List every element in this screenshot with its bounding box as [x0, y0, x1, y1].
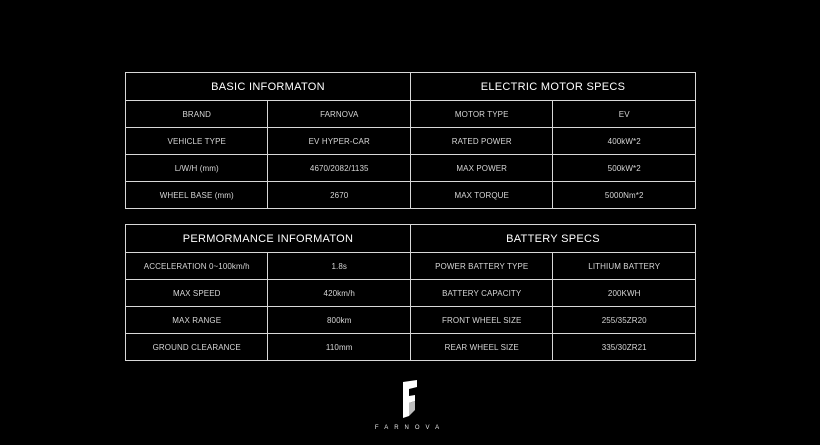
perf-value-ground-clearance: 110mm [268, 334, 410, 361]
battery-value-front-wheel: 255/35ZR20 [553, 307, 696, 334]
basic-value-dimensions: 4670/2082/1135 [268, 155, 411, 182]
battery-value-capacity: 200KWH [553, 280, 696, 307]
battery-label-front-wheel: FRONT WHEEL SIZE [410, 307, 552, 334]
brand-logo [0, 380, 820, 420]
farnova-f-logo-icon [400, 380, 420, 420]
motor-label-type: MOTOR TYPE [410, 101, 552, 128]
table-row [126, 155, 696, 182]
spec-table-bottom [125, 224, 696, 361]
motor-label-rated-power: RATED POWER [410, 128, 552, 155]
battery-label-type: POWER BATTERY TYPE [410, 253, 552, 280]
table-row [126, 307, 696, 334]
basic-label-wheel-base: WHEEL BASE (mm) [126, 182, 268, 209]
spec-table-top [125, 72, 696, 209]
battery-label-rear-wheel: REAR WHEEL SIZE [410, 334, 552, 361]
basic-info-heading: BASIC INFORMATON [126, 73, 411, 101]
perf-label-max-range: MAX RANGE [126, 307, 268, 334]
motor-value-rated-power: 400kW*2 [553, 128, 696, 155]
basic-value-brand: FARNOVA [268, 101, 411, 128]
perf-label-ground-clearance: GROUND CLEARANCE [126, 334, 268, 361]
motor-value-type: EV [553, 101, 696, 128]
performance-info-heading: PERMORMANCE INFORMATON [126, 225, 411, 253]
basic-value-wheel-base: 2670 [268, 182, 411, 209]
table-row [126, 253, 696, 280]
battery-value-type: LITHIUM BATTERY [553, 253, 696, 280]
perf-label-acceleration: ACCELERATION 0~100km/h [126, 253, 268, 280]
motor-value-max-power: 500kW*2 [553, 155, 696, 182]
table-row [126, 101, 696, 128]
table-row [126, 182, 696, 209]
motor-value-max-torque: 5000Nm*2 [553, 182, 696, 209]
basic-value-vehicle-type: EV HYPER-CAR [268, 128, 411, 155]
basic-label-vehicle-type: VEHICLE TYPE [126, 128, 268, 155]
table-row [126, 334, 696, 361]
table-row [126, 128, 696, 155]
table-row [126, 280, 696, 307]
perf-value-max-speed: 420km/h [268, 280, 410, 307]
table-header-row [126, 225, 696, 253]
perf-value-max-range: 800km [268, 307, 410, 334]
basic-label-brand: BRAND [126, 101, 268, 128]
table-header-row [126, 73, 696, 101]
battery-label-capacity: BATTERY CAPACITY [410, 280, 552, 307]
motor-label-max-torque: MAX TORQUE [410, 182, 552, 209]
perf-value-acceleration: 1.8s [268, 253, 410, 280]
brand-wordmark: FARNOVA [374, 425, 446, 431]
motor-label-max-power: MAX POWER [410, 155, 552, 182]
battery-specs-heading: BATTERY SPECS [410, 225, 695, 253]
motor-specs-heading: ELECTRIC MOTOR SPECS [410, 73, 695, 101]
battery-value-rear-wheel: 335/30ZR21 [553, 334, 696, 361]
perf-label-max-speed: MAX SPEED [126, 280, 268, 307]
basic-label-dimensions: L/W/H (mm) [126, 155, 268, 182]
